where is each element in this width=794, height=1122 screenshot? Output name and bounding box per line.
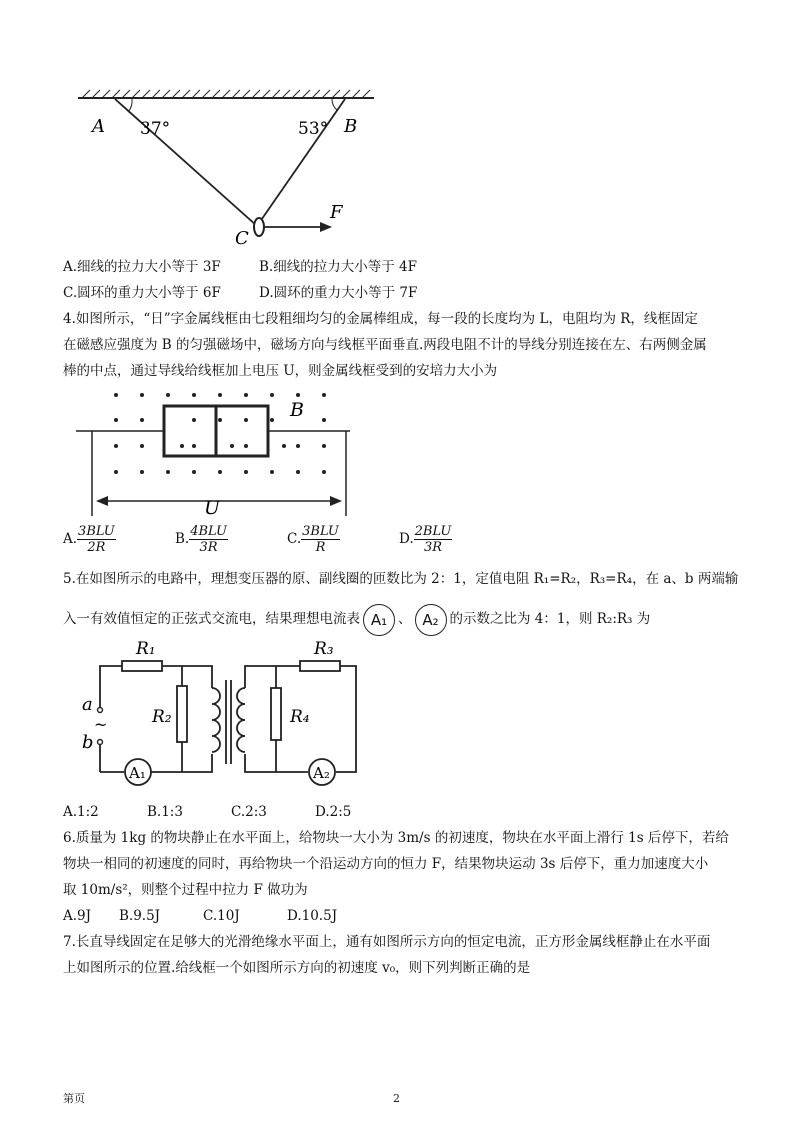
q5-option-b: B.1:3 — [147, 804, 183, 820]
q4-line-2: 在磁感应强度为 B 的匀强磁场中，磁场方向与线框平面垂直.两段电阻不计的导线分别连接在左、右两侧金属 — [63, 337, 707, 353]
resistor-r4 — [271, 688, 281, 740]
label-c: C — [235, 228, 249, 248]
q7-line-1: 7.长直导线固定在足够大的光滑绝缘水平面上，通有如图所示方向的恒定电流，正方形金属线框静止在水平面 — [63, 934, 711, 950]
option-prefix: B. — [175, 531, 190, 547]
page-number: 2 — [393, 1092, 400, 1105]
label-b: B — [344, 116, 358, 137]
q6-option-c: C.10J — [203, 908, 240, 924]
q6-line-2: 物块一相同的初速度的同时，再给物块一个沿运动方向的恒力 F，结果物块运动 3s 后停下，重力加速度大小 — [63, 856, 709, 872]
fraction-denominator: R — [315, 540, 326, 555]
fraction-numerator: 4BLU — [190, 524, 227, 539]
fraction-denominator: 2R — [87, 540, 106, 555]
label-a2: A₂ — [313, 764, 330, 782]
q4-figure — [74, 382, 366, 522]
q6-option-b: B.9.5J — [119, 908, 161, 924]
q4-option-c — [287, 524, 340, 555]
angle-53: 53° — [298, 119, 329, 139]
label-tilde: ~ — [94, 715, 108, 734]
label-a: a — [82, 694, 93, 715]
label-r2: R₂ — [152, 707, 172, 727]
option-prefix: D. — [399, 531, 414, 547]
label-b: b — [82, 732, 94, 753]
q4-option-d — [399, 524, 452, 555]
label-r4: R₄ — [290, 707, 310, 727]
resistor-r1 — [122, 661, 162, 671]
q6-line-3: 取 10m/s²，则整个过程中拉力 F 做功为 — [63, 882, 308, 898]
q5-option-d: D.2:5 — [315, 804, 352, 820]
fraction-numerator: 3BLU — [78, 524, 115, 539]
resistor-r2 — [177, 686, 187, 742]
q3-option-d: D.圆环的重力大小等于 7F — [259, 285, 418, 301]
label-r1: R₁ — [136, 639, 156, 659]
fraction-numerator: 2BLU — [414, 524, 452, 539]
label-u: U — [204, 497, 221, 519]
label-a: A — [92, 116, 105, 137]
fraction-denominator: 3R — [423, 540, 443, 555]
q4-option-a — [63, 524, 116, 555]
q5-line-2-text-end: 的示数之比为 4：1，则 R₂:R₃ 为 — [449, 611, 651, 627]
q5-line-1: 5.在如图所示的电路中，理想变压器的原、副线圈的匝数比为 2：1，定值电阻 R₁=R₂，R₃=R₄，在 a、b 两端输 — [63, 571, 739, 587]
frame-right — [216, 406, 268, 456]
label-b: B — [290, 399, 304, 421]
ring — [254, 218, 264, 236]
footer-label: 第页 — [63, 1092, 85, 1105]
fraction-denominator: 3R — [199, 540, 218, 555]
fraction-numerator: 3BLU — [302, 524, 339, 539]
q5-option-a: A.1:2 — [63, 804, 99, 820]
frame-left — [164, 406, 216, 456]
resistor-r3 — [300, 661, 340, 671]
q3-figure — [70, 88, 380, 248]
option-prefix: A. — [63, 531, 78, 547]
q6-option-a: A.9J — [63, 908, 92, 924]
ammeter-a1-icon: A₁ — [363, 604, 395, 636]
q4-line-1: 4.如图所示，“日”字金属线框由七段粗细均匀的金属棒组成，每一段的长度均为 L，电阻均为 R，线框固定 — [63, 311, 698, 327]
q3-option-b: B.细线的拉力大小等于 4F — [259, 259, 417, 275]
q6-option-d: D.10.5J — [287, 908, 338, 924]
string-ac — [115, 99, 257, 226]
q7-line-2: 上如图所示的位置.给线框一个如图所示方向的初速度 v₀，则下列判断正确的是 — [63, 960, 531, 976]
q5-option-c: C.2:3 — [231, 804, 267, 820]
q4-line-3: 棒的中点，通过导线给线框加上电压 U，则金属线框受到的安培力大小为 — [63, 363, 498, 379]
q5-line-2 — [63, 602, 650, 636]
q5-circuit-figure — [78, 636, 368, 796]
option-prefix: C. — [287, 531, 302, 547]
label-f: F — [330, 202, 343, 223]
q6-line-1: 6.质量为 1kg 的物块静止在水平面上，给物块一大小为 3m/s 的初速度，物块在水平面上滑行 1s 后停下，若给 — [63, 830, 729, 846]
q5-separator: 、 — [398, 611, 412, 627]
ammeter-a2-icon: A₂ — [415, 604, 447, 636]
angle-37: 37° — [140, 119, 171, 139]
label-r3: R₃ — [314, 639, 334, 659]
q4-option-b — [175, 524, 228, 555]
label-a1: A₁ — [129, 764, 146, 782]
q5-line-2-text: 入一有效值恒定的正弦式交流电，结果理想电流表 — [63, 611, 360, 627]
q3-option-c: C.圆环的重力大小等于 6F — [63, 285, 221, 301]
q3-option-a: A.细线的拉力大小等于 3F — [63, 259, 221, 275]
